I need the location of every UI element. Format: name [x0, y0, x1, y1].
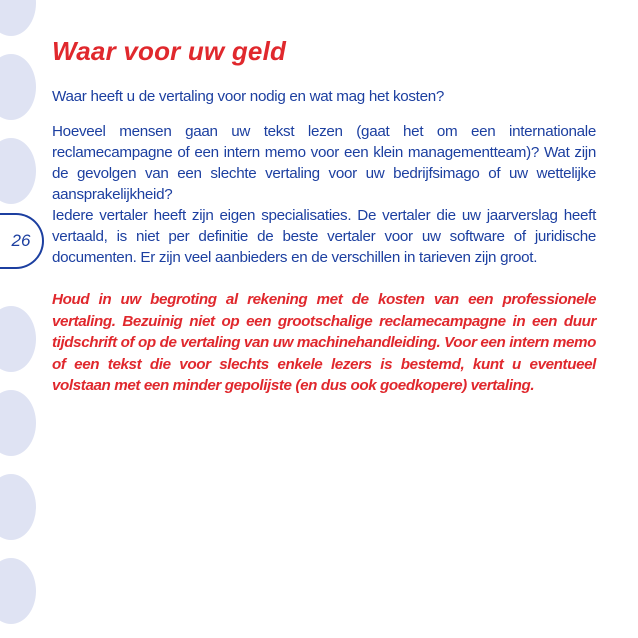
binding-ring [0, 390, 36, 456]
intro-question: Waar heeft u de vertaling voor nodig en wat mag het kosten? [52, 88, 445, 105]
binding-ring [0, 558, 36, 624]
binding-ring [0, 138, 36, 204]
paragraph-questions: Hoeveel mensen gaan uw tekst lezen (gaat het om een internationale reclamecampagne of een intern memo voor een klein managementteam)? Wat zijn de gevolgen van een slechte vertaling voor uw bedrijfsimago of uw wettelijke aansprakelijkheid? [52, 123, 596, 203]
binding-spine [0, 0, 40, 638]
advice-paragraph: Houd in uw begroting al rekening met de kosten van een professionele vertaling. Bezuinig niet op een grootschalige reclamecampagne in een duur tijdschrift of op de vertaling van uw machinehandleiding. Voor een intern memo of een tekst die voor slechts enkele lezers is bestemd, kunt u eventueel volstaan met een minder gepolijste (en dus ook goedkopere) vertaling. [52, 291, 596, 394]
page-title: Waar voor uw geld [52, 36, 287, 66]
page-content [52, 34, 596, 397]
paragraph-specialisation: Iedere vertaler heeft zijn eigen specialisaties. De vertaler die uw jaarverslag heeft vertaald, is niet per definitie de beste vertaler voor uw software of juridische documenten. Er zijn veel aanbieders en de verschillen in tarieven zijn groot. [52, 207, 596, 266]
binding-ring [0, 306, 36, 372]
binding-ring [0, 474, 36, 540]
binding-ring [0, 54, 36, 120]
page-number: 26 [0, 213, 44, 269]
binding-ring [0, 0, 36, 36]
body-paragraphs [52, 121, 596, 268]
